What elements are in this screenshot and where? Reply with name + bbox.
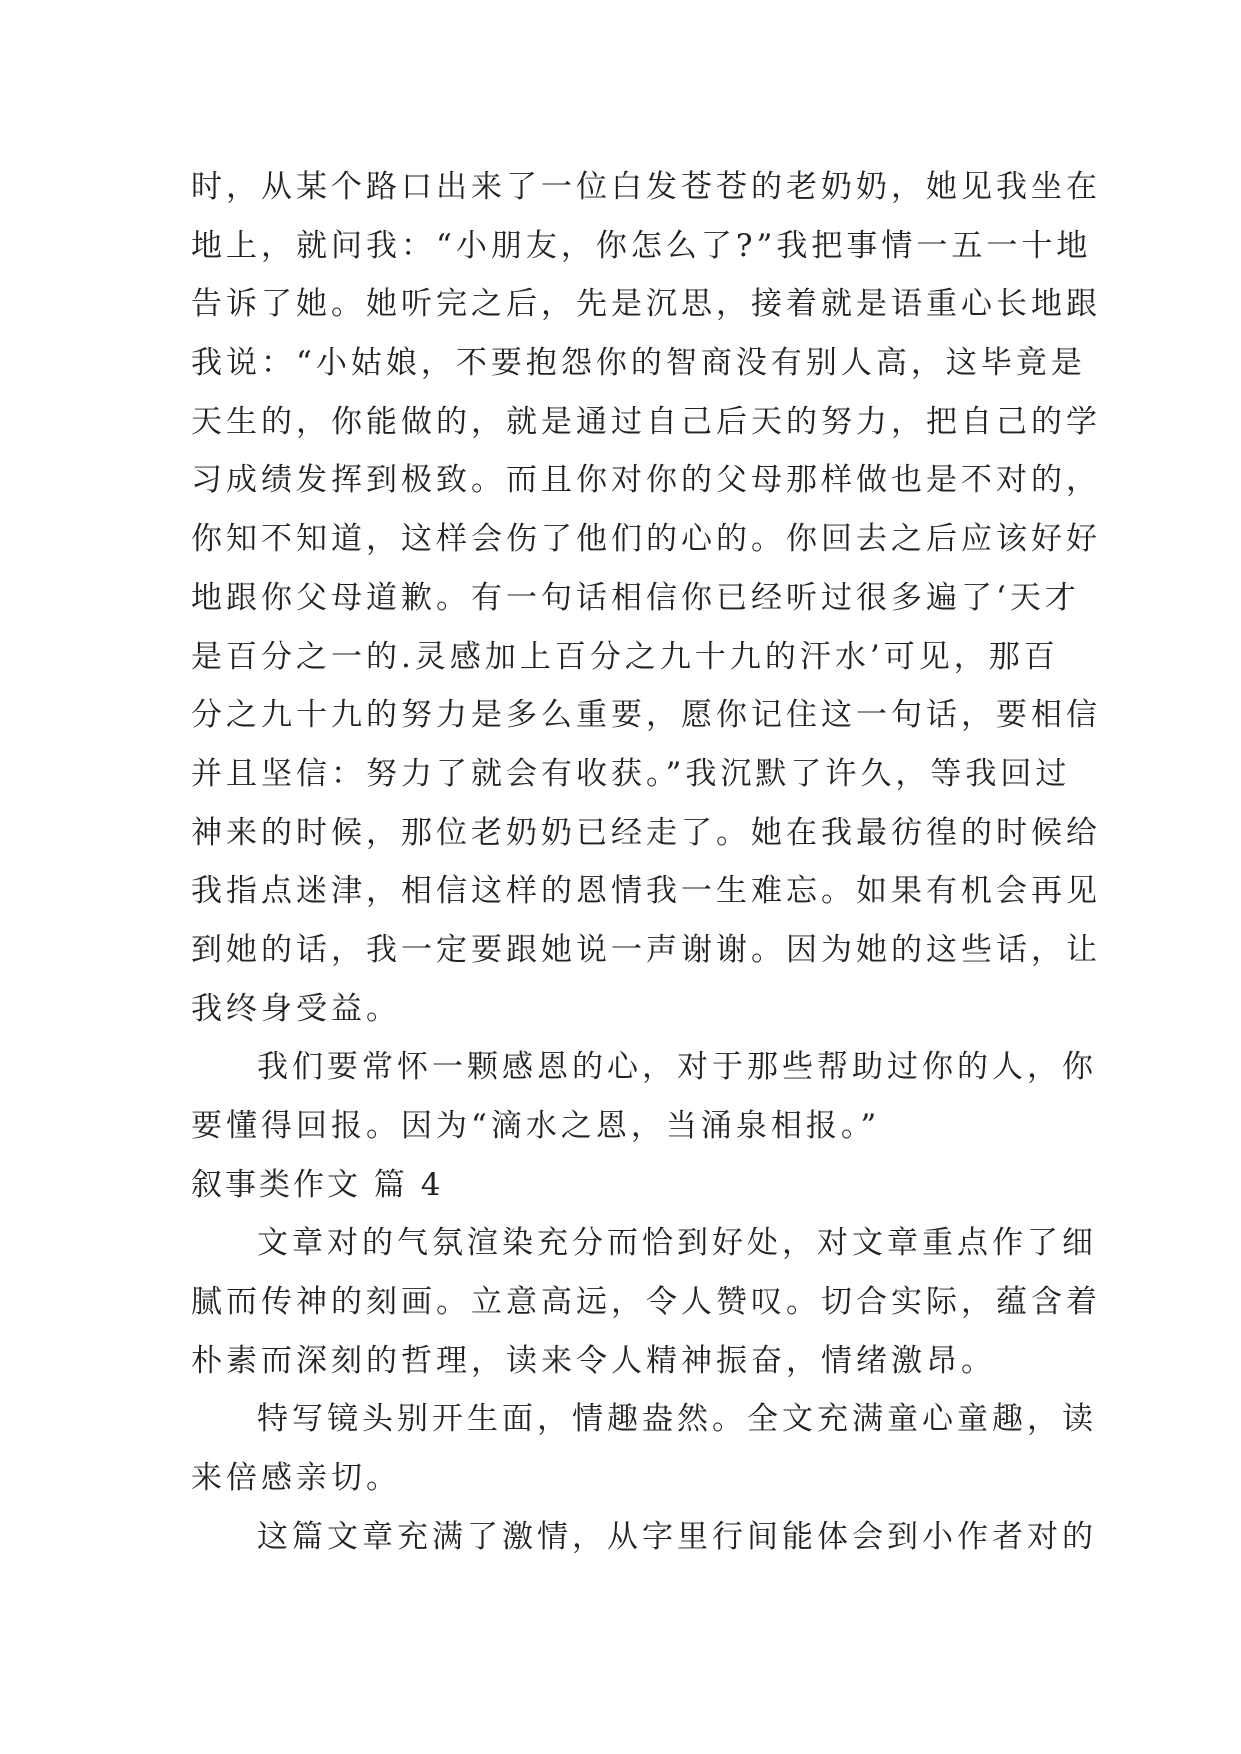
text-line: 我说：“小姑娘，不要抱怨你的智商没有别人高，这毕竟是 [191,345,1086,382]
paragraph-first-line: 这篇文章充满了激情，从字里行间能体会到小作者对的 [257,1518,1097,1555]
paragraph-first-line: 特写镜头别开生面，情趣盎然。全文充满童心童趣，读 [257,1401,1097,1438]
text-line: 到她的话，我一定要跟她说一声谢谢。因为她的这些话，让 [191,931,1101,968]
text-line: 并且坚信：努力了就会有收获。”我沉默了许久，等我回过 [191,755,1071,792]
text-line: 来倍感亲切。 [191,1460,401,1497]
text-line: 我指点迷津，相信这样的恩情我一生难忘。如果有机会再见 [191,873,1101,910]
text-line: 地跟你父母道歉。有一句话相信你已经听过很多遍了‘天才 [191,579,1080,616]
text-line: 习成绩发挥到极致。而且你对你的父母那样做也是不对的， [191,462,1101,499]
text-line: 你知不知道，这样会伤了他们的心的。你回去之后应该好好 [191,521,1101,558]
text-line: 我终身受益。 [191,990,401,1027]
text-line: 分之九十九的努力是多么重要，愿你记住这一句话，要相信 [191,697,1101,734]
text-line: 时，从某个路口出来了一位白发苍苍的老奶奶，她见我坐在 [191,169,1101,205]
section-heading: 叙事类作文 篇 4 [191,1166,444,1203]
essay-text [191,158,1101,1567]
text-line: 天生的，你能做的，就是通过自己后天的努力，把自己的学 [191,403,1101,440]
text-line: 地上，就问我：“小朋友，你怎么了?”我把事情一五一十地 [191,227,1092,264]
text-line: 神来的时候，那位老奶奶已经走了。她在我最彷徨的时候给 [191,814,1101,851]
text-line: 朴素而深刻的哲理，读来令人精神振奋，情绪激昂。 [191,1342,996,1379]
paragraph-first-line: 我们要常怀一颗感恩的心，对于那些帮助过你的人，你 [257,1049,1097,1086]
paragraph-first-line: 文章对的气氛渲染充分而恰到好处，对文章重点作了细 [257,1225,1097,1262]
text-line: 要懂得回报。因为“滴水之恩，当涌泉相报。” [191,1108,881,1144]
text-line: 告诉了她。她听完之后，先是沉思，接着就是语重心长地跟 [191,286,1101,323]
text-line: 腻而传神的刻画。立意高远，令人赞叹。切合实际，蕴含着 [191,1284,1101,1321]
text-line: 是百分之一的.灵感加上百分之九十九的汗水’可见，那百 [191,638,1059,675]
